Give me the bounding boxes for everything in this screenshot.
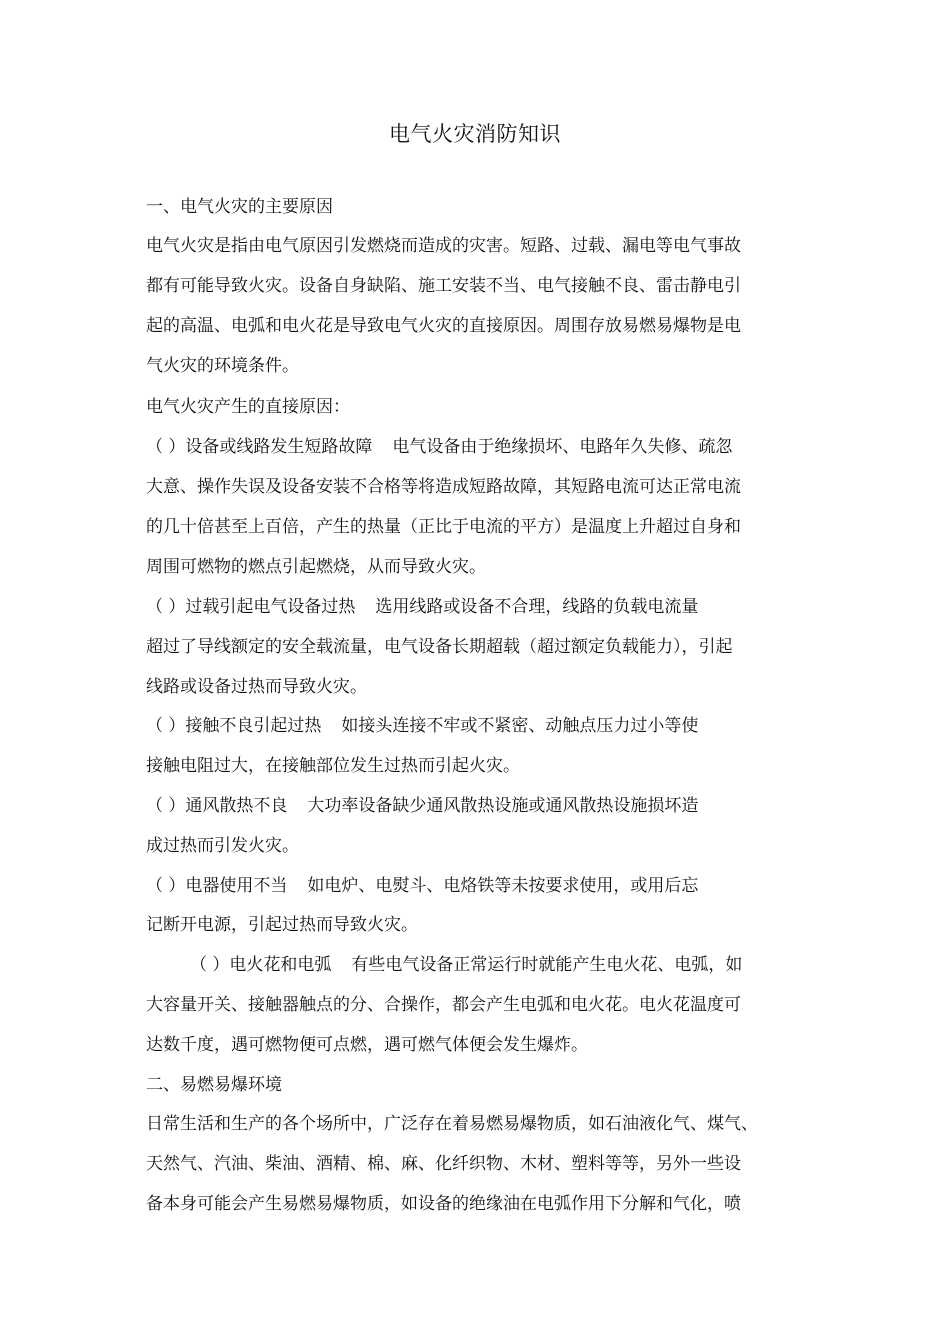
cause-text: 有些电气设备正常运行时就能产生电火花、电弧，如 <box>351 955 743 975</box>
paragraph-line: 都有可能导致火灾。设备自身缺陷、施工安装不当、电气接触不良、雷击静电引 <box>146 276 741 296</box>
page-title: 电气火灾消防知识 <box>389 122 561 146</box>
cause-title: （ ）通风散热不良 <box>146 796 288 816</box>
cause-title: （ ）电火花和电弧 <box>190 955 332 975</box>
cause-text: 电气设备由于绝缘损坏、电路年久失修、疏忽 <box>392 437 733 457</box>
paragraph-line: 超过了导线额定的安全载流量，电气设备长期超载（超过额定负载能力），引起 <box>146 637 733 657</box>
paragraph-line: 接触电阻过大，在接触部位发生过热而引起火灾。 <box>146 756 520 776</box>
cause-item <box>146 596 826 618</box>
paragraph-line: 的几十倍甚至上百倍，产生的热量（正比于电流的平方）是温度上升超过自身和 <box>146 517 741 537</box>
cause-title: （ ）接触不良引起过热 <box>146 716 322 736</box>
paragraph-line: 气火灾的环境条件。 <box>146 356 299 376</box>
cause-title: （ ）设备或线路发生短路故障 <box>146 437 373 457</box>
section-heading: 一、电气火灾的主要原因 <box>146 197 333 217</box>
cause-item <box>146 715 826 737</box>
cause-text: 如接头连接不牢或不紧密、动触点压力过小等使 <box>341 716 699 736</box>
subheading: 电气火灾产生的直接原因： <box>146 397 350 417</box>
cause-item <box>146 795 826 817</box>
cause-item <box>146 436 826 458</box>
cause-title: （ ）过载引起电气设备过热 <box>146 597 356 617</box>
paragraph-line: 天然气、汽油、柴油、酒精、棉、麻、化纤织物、木材、塑料等等，另外一些设 <box>146 1154 741 1174</box>
paragraph-line: 周围可燃物的燃点引起燃烧，从而导致火灾。 <box>146 557 486 577</box>
paragraph-line: 达数千度，遇可燃物便可点燃，遇可燃气体便会发生爆炸。 <box>146 1035 588 1055</box>
cause-text: 选用线路或设备不合理，线路的负载电流量 <box>375 597 699 617</box>
paragraph-line: 大容量开关、接触器触点的分、合操作，都会产生电弧和电火花。电火花温度可 <box>146 995 741 1015</box>
cause-title: （ ）电器使用不当 <box>146 876 288 896</box>
paragraph-line: 成过热而引发火灾。 <box>146 836 299 856</box>
cause-item <box>146 875 826 897</box>
paragraph-line: 起的高温、电弧和电火花是导致电气火灾的直接原因。周围存放易燃易爆物是电 <box>146 316 741 336</box>
paragraph-line: 大意、操作失误及设备安装不合格等将造成短路故障，其短路电流可达正常电流 <box>146 477 741 497</box>
paragraph-line: 电气火灾是指由电气原因引发燃烧而造成的灾害。短路、过载、漏电等电气事故 <box>146 236 741 256</box>
cause-text: 大功率设备缺少通风散热设施或通风散热设施损坏造 <box>307 796 699 816</box>
section-heading: 二、易燃易爆环境 <box>146 1075 282 1095</box>
paragraph-line: 记断开电源，引起过热而导致火灾。 <box>146 915 418 935</box>
cause-text: 如电炉、电熨斗、电烙铁等未按要求使用，或用后忘 <box>307 876 699 896</box>
cause-item <box>146 954 870 976</box>
paragraph-line: 日常生活和生产的各个场所中，广泛存在着易燃易爆物质，如石油液化气、煤气、 <box>146 1114 758 1134</box>
paragraph-line: 线路或设备过热而导致火灾。 <box>146 677 367 697</box>
paragraph-line: 备本身可能会产生易燃易爆物质，如设备的绝缘油在电弧作用下分解和气化，喷 <box>146 1194 741 1214</box>
